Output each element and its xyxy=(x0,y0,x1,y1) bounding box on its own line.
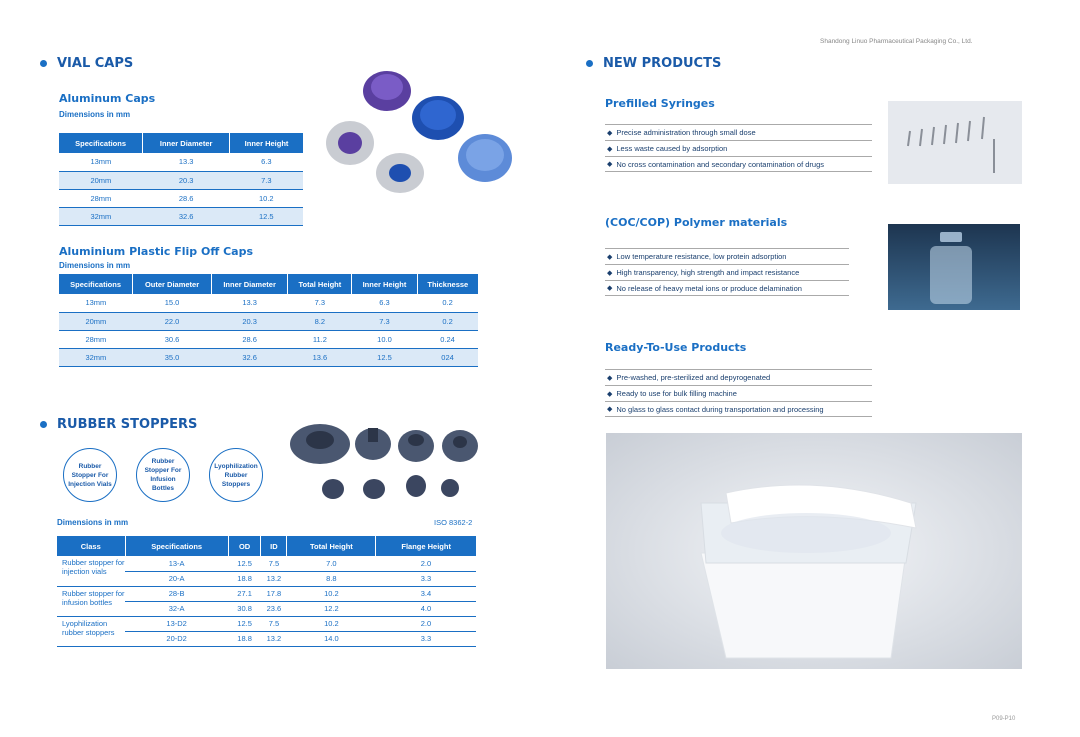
rubber-dim: Dimensions in mm xyxy=(57,518,129,527)
polymer-vial-image xyxy=(888,224,1020,310)
rubber-stoppers-table: Class Specifications OD ID Total Height Flange Height Rubber stopper for injection vials 13-A 12.5 7.5 7.0 2.0 20-A 18.8 13.2 8.8 3.3 Rubber stopper for infusion bottles 28-B 27.1 17.8 10.2 3.4 32-A 30.8 23.6 12.2 4.0 Lyophilization rubber stoppers 13-D2 12.5 7.5 10.2 2.0 20-D2 18.8 13.2 14.0 3.3 xyxy=(57,536,476,647)
prefilled-title: Prefilled Syringes xyxy=(605,97,715,110)
table-row: 13mm 15.0 13.3 7.3 6.3 0.2 xyxy=(59,294,478,312)
table-row: 32mm 32.6 12.5 xyxy=(59,207,303,225)
list-item: ◆ Ready to use for bulk filling machine xyxy=(605,385,872,401)
iso-label: ISO 8362-2 xyxy=(434,518,473,527)
list-item: ◆ No cross contamination and secondary contamination of drugs xyxy=(605,156,872,172)
prefilled-features xyxy=(605,124,872,172)
list-item: ◆ High transparency, high strength and impact resistance xyxy=(605,264,849,280)
table-row: 20-A 18.8 13.2 8.8 3.3 xyxy=(57,571,476,586)
vial-caps-image xyxy=(322,63,522,193)
bullet-icon xyxy=(40,421,47,428)
rubber-stoppers-image xyxy=(288,414,488,509)
polymer-title: (COC/COP) Polymer materials xyxy=(605,216,788,229)
list-item: ◆ Less waste caused by adsorption xyxy=(605,140,872,156)
company-name: Shandong Linuo Pharmaceutical Packaging Co., Ltd. xyxy=(820,38,973,45)
syringes-image xyxy=(888,101,1022,184)
rtu-features xyxy=(605,369,872,417)
aluminum-dim: Dimensions in mm xyxy=(59,110,131,119)
table-row: 32mm 35.0 32.6 13.6 12.5 024 xyxy=(59,348,478,366)
diamond-icon: ◆ xyxy=(607,129,613,137)
rubber-stoppers-heading: RUBBER STOPPERS xyxy=(40,417,197,432)
aluminum-caps-table: Specifications Inner Diameter Inner Height 13mm 13.3 6.3 20mm 20.3 7.3 28mm 28.6 10.2 32mm 32.6 12.5 xyxy=(59,133,303,226)
list-item: ◆ Precise administration through small dose xyxy=(605,124,872,140)
list-item: ◆ Low temperature resistance, low protein adsorption xyxy=(605,248,849,264)
diamond-icon: ◆ xyxy=(607,253,613,261)
diamond-icon: ◆ xyxy=(607,374,613,382)
bullet-icon xyxy=(586,60,593,67)
table-row: 20mm 22.0 20.3 8.2 7.3 0.2 xyxy=(59,312,478,330)
polymer-features xyxy=(605,248,849,296)
table-row: Lyophilization rubber stoppers 13-D2 12.5 7.5 10.2 2.0 xyxy=(57,616,476,631)
page-number: P09-P10 xyxy=(992,716,1016,722)
aluminum-caps-title: Aluminum Caps xyxy=(59,92,156,105)
flipoff-dim: Dimensions in mm xyxy=(59,261,131,270)
flipoff-caps-table: Specifications Outer Diameter Inner Diameter Total Height Inner Height Thicknesse 13mm 15.0 13.3 7.3 6.3 0.2 20mm 22.0 20.3 8.2 7.3 0.2 28mm 30.6 28.6 11.2 10.0 0.24 32mm 35.0 32.6 13.6 12.5 024 xyxy=(59,274,478,367)
table-row: 28mm 30.6 28.6 11.2 10.0 0.24 xyxy=(59,330,478,348)
diamond-icon: ◆ xyxy=(607,269,613,277)
flipoff-caps-title: Aluminium Plastic Flip Off Caps xyxy=(59,245,254,258)
rtu-title: Ready-To-Use Products xyxy=(605,341,747,354)
bullet-icon xyxy=(40,60,47,67)
table-row: 13mm 13.3 6.3 xyxy=(59,153,303,171)
circle-injection-vials: Rubber Stopper For Injection Vials xyxy=(63,448,117,502)
table-row: 20mm 20.3 7.3 xyxy=(59,171,303,189)
rtu-tub-image xyxy=(606,433,1022,669)
table-row: Rubber stopper for infusion bottles 28-B 27.1 17.8 10.2 3.4 xyxy=(57,586,476,601)
table-row: 32-A 30.8 23.6 12.2 4.0 xyxy=(57,601,476,616)
circle-lyophilization: Lyophilization Rubber Stoppers xyxy=(209,448,263,502)
table-row: 28mm 28.6 10.2 xyxy=(59,189,303,207)
list-item: ◆ No release of heavy metal ions or produce delamination xyxy=(605,280,849,296)
table-row: Rubber stopper for injection vials 13-A 12.5 7.5 7.0 2.0 xyxy=(57,556,476,571)
new-products-heading: NEW PRODUCTS xyxy=(586,56,721,71)
vial-caps-heading: VIAL CAPS xyxy=(40,56,133,71)
diamond-icon: ◆ xyxy=(607,406,613,413)
list-item: ◆ No glass to glass contact during transportation and processing xyxy=(605,401,872,417)
diamond-icon: ◆ xyxy=(607,145,613,153)
diamond-icon: ◆ xyxy=(607,161,613,168)
circle-infusion-bottles: Rubber Stopper For Infusion Bottles xyxy=(136,448,190,502)
diamond-icon: ◆ xyxy=(607,285,613,292)
list-item: ◆ Pre-washed, pre-sterilized and depyrogenated xyxy=(605,369,872,385)
table-row: 20-D2 18.8 13.2 14.0 3.3 xyxy=(57,631,476,646)
diamond-icon: ◆ xyxy=(607,390,613,398)
